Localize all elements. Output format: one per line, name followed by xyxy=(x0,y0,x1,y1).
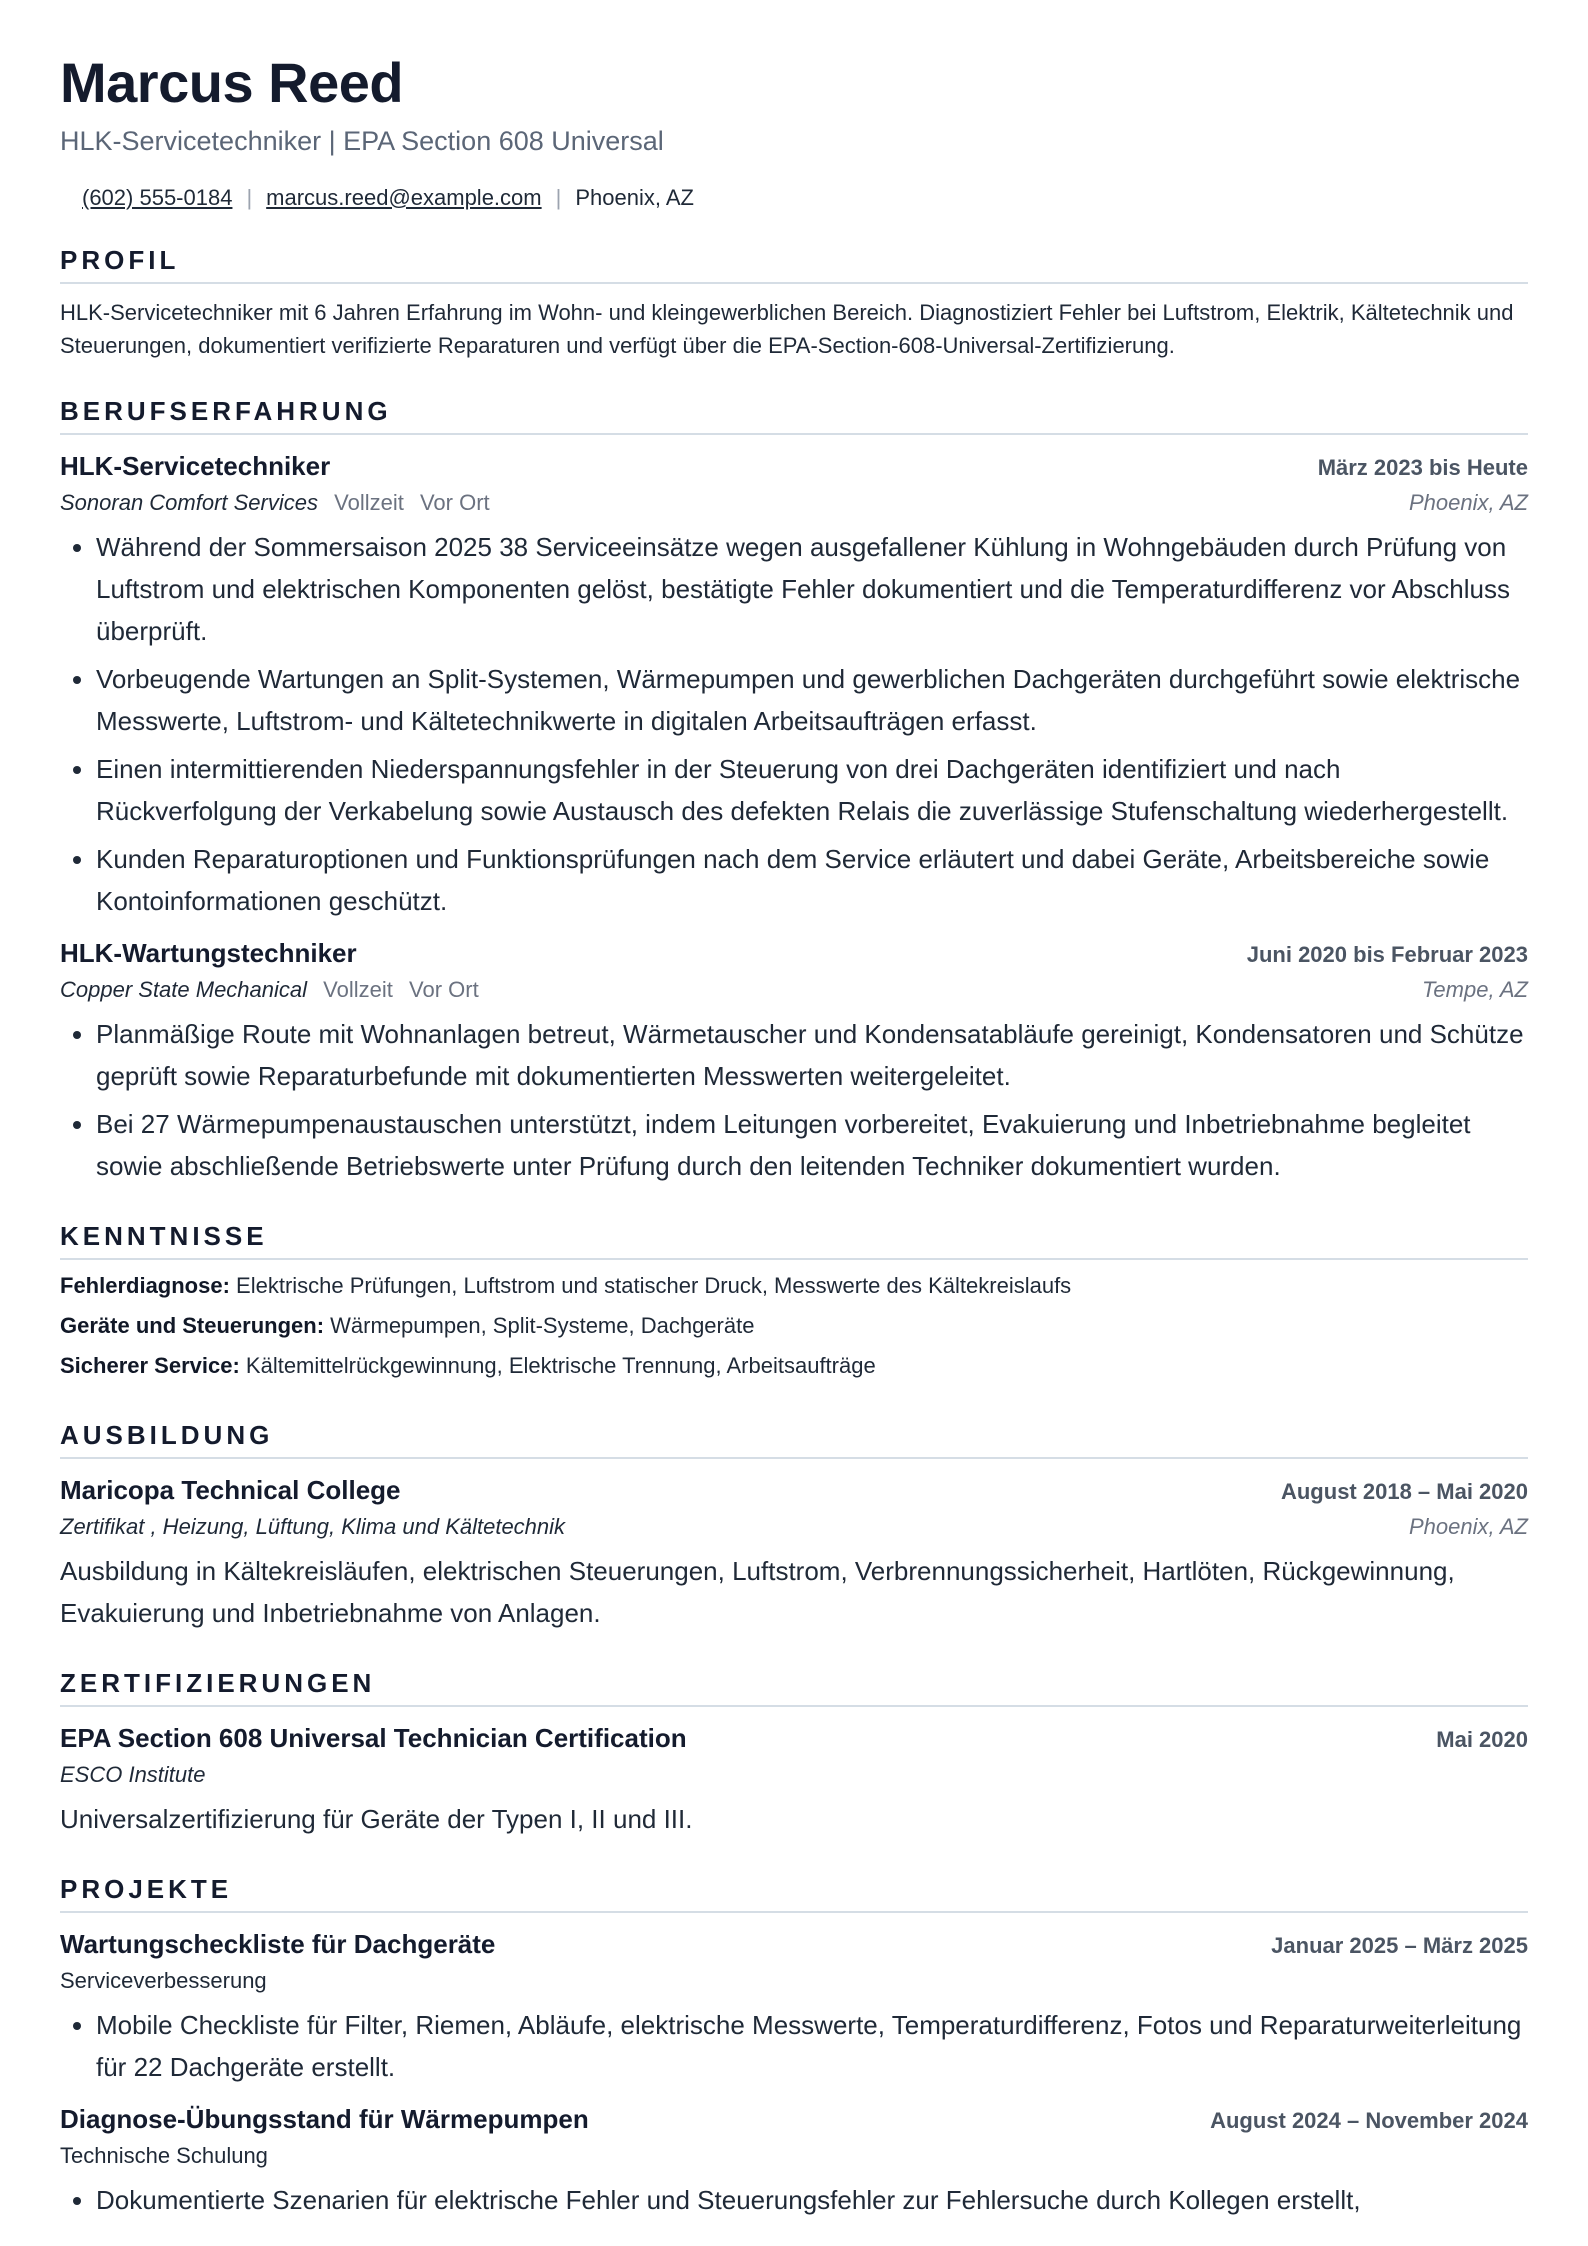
experience-entry xyxy=(60,451,1528,922)
project-bullets xyxy=(60,2179,1528,2221)
skill-value: Kältemittelrückgewinnung, Elektrische Trennung, Arbeitsaufträge xyxy=(245,1352,876,1378)
skill-value: Elektrische Prüfungen, Luftstrom und statischer Druck, Messwerte des Kältekreislaufs xyxy=(236,1272,1072,1298)
experience-entry xyxy=(60,938,1528,1187)
skill-line xyxy=(60,1306,1528,1346)
project-title: Diagnose-Übungsstand für Wärmepumpen xyxy=(60,2103,589,2134)
skill-label: Sicherer Service: xyxy=(60,1352,240,1378)
separator: | xyxy=(555,184,562,210)
section-title-skills: KENNTNISSE xyxy=(60,1221,1528,1260)
skill-line xyxy=(60,1266,1528,1306)
section-title-certifications: ZERTIFIZIERUNGEN xyxy=(60,1668,1528,1707)
project-category: Technische Schulung xyxy=(60,2142,268,2168)
education-entry xyxy=(60,1475,1528,1634)
bullet-item: • Planmäßige Route mit Wohnanlagen betreut, Wärmetauscher und Kondensatabläufe gereinigt, Kondensatoren und Schütze geprüft sowie Reparaturbefunde mit dokumentierten Messwerten weitergeleitet. xyxy=(96,1013,1528,1097)
project-entry xyxy=(60,2104,1528,2221)
education-description: Ausbildung in Kältekreisläufen, elektrischen Steuerungen, Luftstrom, Verbrennungssicherheit, Hartlöten, Rückgewinnung, Evakuierung und Inbetriebnahme von Anlagen. xyxy=(60,1555,1455,1628)
employment-type: Vollzeit xyxy=(323,976,393,1002)
section-title-education: AUSBILDUNG xyxy=(60,1420,1528,1459)
skill-label: Geräte und Steuerungen: xyxy=(60,1312,325,1338)
school-name: Maricopa Technical College xyxy=(60,1474,401,1505)
project-title: Wartungscheckliste für Dachgeräte xyxy=(60,1928,496,1959)
candidate-name: Marcus Reed xyxy=(60,51,404,114)
candidate-subtitle: HLK-Servicetechniker | EPA Section 608 Universal xyxy=(60,125,664,156)
bullet-item: • Vorbeugende Wartungen an Split-Systemen, Wärmepumpen und gewerblichen Dachgeräten durchgeführt sowie elektrische Messwerte, Luftstrom- und Kältetechnikwerte in digitalen Arbeitsaufträgen erfasst. xyxy=(96,658,1528,742)
section-title-experience: BERUFSERFAHRUNG xyxy=(60,396,1528,435)
work-mode: Vor Ort xyxy=(419,489,490,515)
work-mode: Vor Ort xyxy=(409,976,479,1002)
job-date: Juni 2020 bis Februar 2023 xyxy=(1246,941,1528,967)
profile-text: HLK-Servicetechniker mit 6 Jahren Erfahrung im Wohn- und kleingewerblichen Bereich. Diagnostiziert Fehler bei Luftstrom, Elektrik, Kältetechnik und Steuerungen, dokumentiert verifizierte Reparaturen und verfügt über die EPA-Section-608-Universal-Zertifizierung. xyxy=(60,299,1514,358)
bullet-item: • Kunden Reparaturoptionen und Funktionsprüfungen nach dem Service erläutert und dabei Geräte, Arbeitsbereiche sowie Kontoinformationen geschützt. xyxy=(96,838,1528,922)
phone-link[interactable]: (602) 555-0184 xyxy=(82,184,233,210)
skill-line xyxy=(60,1346,1528,1386)
separator: | xyxy=(246,184,253,210)
job-title: HLK-Wartungstechniker xyxy=(60,937,357,968)
bullet-item: • Mobile Checkliste für Filter, Riemen, Abläufe, elektrische Messwerte, Temperaturdifferenz, Fotos und Reparaturweiterleitung für 22 Dachgeräte erstellt. xyxy=(96,2004,1528,2088)
section-title-projects: PROJEKTE xyxy=(60,1874,1528,1913)
bullet-item: • Dokumentierte Szenarien für elektrische Fehler und Steuerungsfehler zur Fehlersuche durch Kollegen erstellt, xyxy=(96,2179,1528,2221)
certification-title: EPA Section 608 Universal Technician Certification xyxy=(60,1722,687,1753)
certification-entry xyxy=(60,1723,1528,1840)
certification-date: Mai 2020 xyxy=(1436,1726,1528,1752)
project-date: Januar 2025 – März 2025 xyxy=(1271,1932,1528,1958)
certification-issuer: ESCO Institute xyxy=(60,1761,206,1787)
bullet-item: • Während der Sommersaison 2025 38 Serviceeinsätze wegen ausgefallener Kühlung in Wohngebäuden durch Prüfung von Luftstrom und elektrischen Komponenten gelöst, bestätigte Fehler dokumentiert und die Temperaturdifferenz vor Abschluss überprüft. xyxy=(96,526,1528,652)
project-date: August 2024 – November 2024 xyxy=(1210,2107,1528,2133)
job-title: HLK-Servicetechniker xyxy=(60,450,331,481)
education-location: Phoenix, AZ xyxy=(1408,1513,1528,1539)
skill-label: Fehlerdiagnose: xyxy=(60,1272,230,1298)
job-bullets xyxy=(60,526,1528,922)
project-bullets xyxy=(60,2004,1528,2088)
certification-description: Universalzertifizierung für Geräte der Typen I, II und III. xyxy=(60,1803,693,1834)
bullet-item: • Einen intermittierenden Niederspannungsfehler in der Steuerung von drei Dachgeräten identifiziert und nach Rückverfolgung der Verkabelung sowie Austausch des defekten Relais die zuverlässige Stufenschaltung wiederhergestellt. xyxy=(96,748,1528,832)
project-category: Serviceverbesserung xyxy=(60,1967,267,1993)
location-text: Phoenix, AZ xyxy=(575,184,694,210)
project-entry xyxy=(60,1929,1528,2088)
section-title-profile: PROFIL xyxy=(60,245,1528,284)
job-location: Phoenix, AZ xyxy=(1408,489,1528,515)
job-date: März 2023 bis Heute xyxy=(1317,454,1528,480)
bullet-item: • Bei 27 Wärmepumpenaustauschen unterstützt, indem Leitungen vorbereitet, Evakuierung und Inbetriebnahme begleitet sowie abschließende Betriebswerte unter Prüfung durch den leitenden Techniker dokumentiert wurden. xyxy=(96,1103,1528,1187)
degree-name: Zertifikat , Heizung, Lüftung, Klima und Kältetechnik xyxy=(60,1513,566,1539)
skills-list xyxy=(60,1266,1528,1386)
company-name: Sonoran Comfort Services xyxy=(60,489,318,515)
job-location: Tempe, AZ xyxy=(1422,976,1528,1002)
email-link[interactable]: marcus.reed@example.com xyxy=(266,184,542,210)
contact-line xyxy=(82,185,1528,211)
job-bullets xyxy=(60,1013,1528,1187)
education-date: August 2018 – Mai 2020 xyxy=(1280,1478,1528,1504)
skill-value: Wärmepumpen, Split-Systeme, Dachgeräte xyxy=(330,1312,755,1338)
employment-type: Vollzeit xyxy=(334,489,404,515)
company-name: Copper State Mechanical xyxy=(60,976,308,1002)
